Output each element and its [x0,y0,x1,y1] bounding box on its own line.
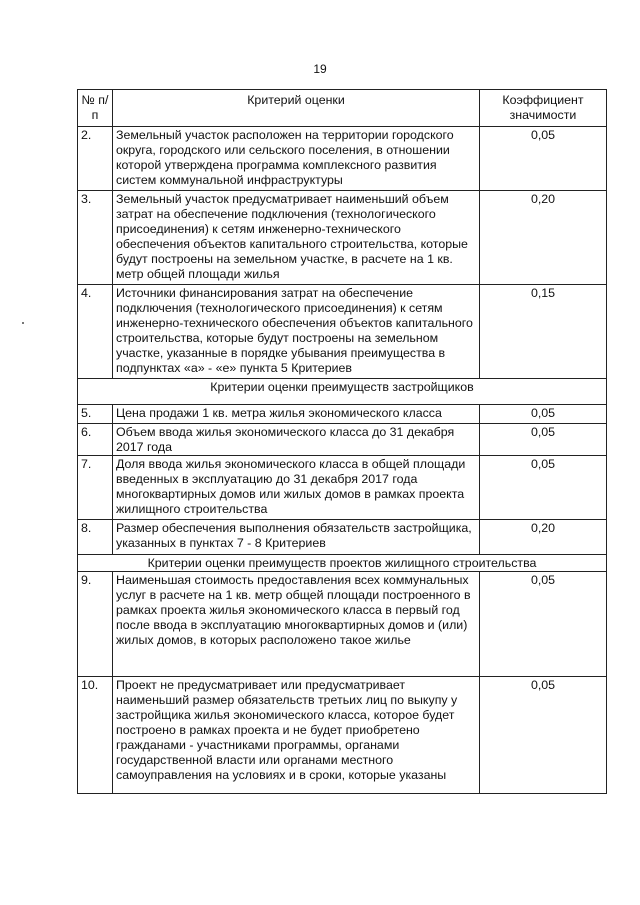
section-heading: Критерии оценки преимуществ застройщиков [78,379,607,405]
row-criterion: Проект не предусматривает или предусматривает наименьший размер обязательств третьих лиц по выкупу у застройщика жилья экономического класса, которое будет построено в рамках проекта и не будет приобретено гражданами - участниками программы, органами государственной власти или органами местного самоуправления на условиях и в сроки, которые указаны [113,677,480,794]
row-coefficient: 0,20 [480,191,607,285]
row-number: 5. [78,405,113,424]
table-row [78,405,607,424]
row-coefficient: 0,20 [480,520,607,555]
row-number: 6. [78,424,113,456]
row-coefficient: 0,05 [480,572,607,677]
table-row [78,424,607,456]
header-criterion: Критерий оценки [113,90,480,127]
row-coefficient: 0,05 [480,456,607,520]
row-number: 10. [78,677,113,794]
header-num: № п/п [78,90,113,127]
row-criterion: Наименьшая стоимость предоставления всех коммунальных услуг в расчете на 1 кв. метр общей площади построенного в рамках проекта жилья экономического класса в первый год после ввода в эксплуатацию многоквартирных домов и (или) жилых домов, в которых расположено такое жилье [113,572,480,677]
row-coefficient: 0,05 [480,424,607,456]
header-coefficient: Коэффициент значимости [480,90,607,127]
row-coefficient: 0,15 [480,285,607,379]
table-row [78,285,607,379]
row-criterion: Источники финансирования затрат на обеспечение подключения (технологического присоединения) к сетям инженерно-технического обеспечения объектов капитального строительства, которые будут построены на земельном участке, указанные в порядке убывания преимущества в подпунктах «а» - «е» пункта 5 Критериев [113,285,480,379]
row-number: 7. [78,456,113,520]
row-number: 8. [78,520,113,555]
table-row [78,572,607,677]
row-number: 4. [78,285,113,379]
row-coefficient: 0,05 [480,127,607,191]
row-criterion: Земельный участок предусматривает наименьший объем затрат на обеспечение подключения (технологического присоединения) к сетям инженерно-технического обеспечения объектов капитального строительства, которые будут построены на земельном участке, в расчете на 1 кв. метр общей площади жилья [113,191,480,285]
criteria-table [77,89,607,794]
row-coefficient: 0,05 [480,677,607,794]
row-number: 9. [78,572,113,677]
page-number: 19 [313,62,327,76]
table-row [78,456,607,520]
row-number: 3. [78,191,113,285]
section-heading: Критерии оценки преимуществ проектов жилищного строительства [78,555,607,572]
row-criterion: Доля ввода жилья экономического класса в общей площади введенных в эксплуатацию до 31 декабря 2017 года многоквартирных домов или жилых домов в рамках проекта жилищного строительства [113,456,480,520]
row-number: 2. [78,127,113,191]
table-row [78,520,607,555]
table-row [78,127,607,191]
row-criterion: Земельный участок расположен на территории городского округа, городского или сельского поселения, в отношении которой утверждена программа комплексного развития систем коммунальной инфраструктуры [113,127,480,191]
row-criterion: Размер обеспечения выполнения обязательств застройщика, указанных в пунктах 7 - 8 Критериев [113,520,480,555]
table-row [78,677,607,794]
row-criterion: Цена продажи 1 кв. метра жилья экономического класса [113,405,480,424]
table-header-row [78,90,607,127]
row-coefficient: 0,05 [480,405,607,424]
row-criterion: Объем ввода жилья экономического класса до 31 декабря 2017 года [113,424,480,456]
section-row-developers [78,379,607,405]
section-row-projects [78,555,607,572]
table-row [78,191,607,285]
scan-speck [22,322,24,324]
